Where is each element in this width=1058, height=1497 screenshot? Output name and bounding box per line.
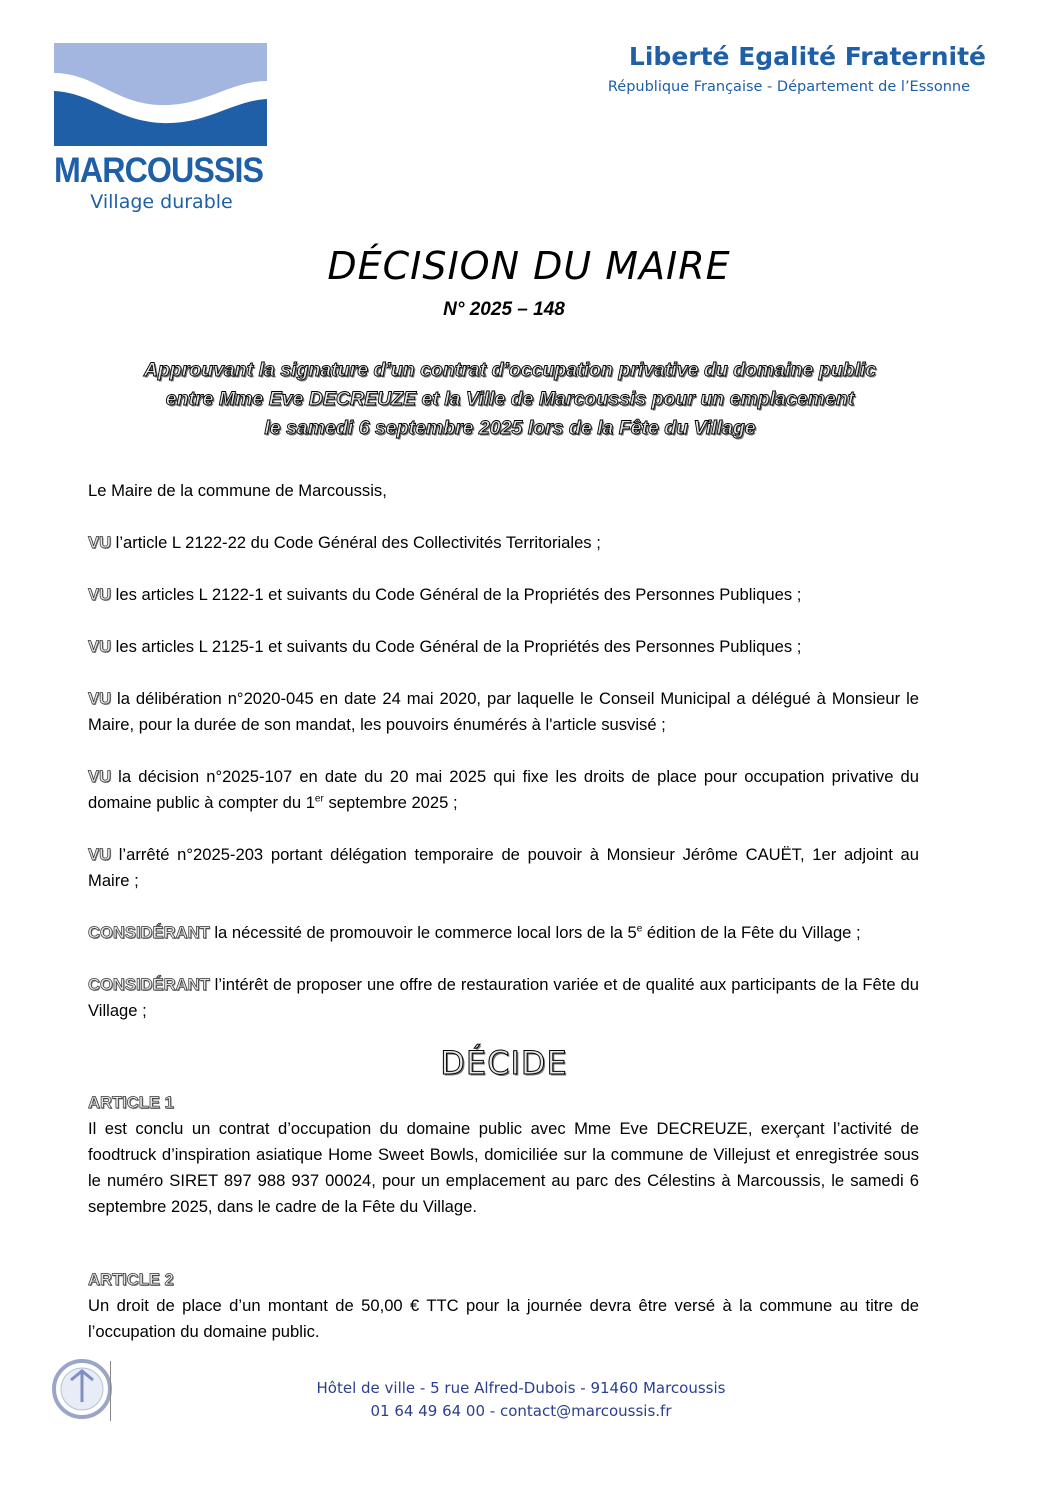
consideration-keyword: VU <box>88 533 112 552</box>
consideration-text: les articles L 2125-1 et suivants du Code Général de la Propriétés des Personnes Publiques ; <box>111 637 802 656</box>
consideration-paragraph <box>88 972 919 1024</box>
consideration-paragraph <box>88 582 919 608</box>
consideration-text: les articles L 2122-1 et suivants du Code Général de la Propriétés des Personnes Publiques ; <box>111 585 802 604</box>
subject-line: le samedi 6 septembre 2025 lors de la Fête du Village <box>264 417 756 439</box>
logo-wave-emblem <box>54 43 267 146</box>
consideration-keyword: VU <box>88 689 112 708</box>
republic-department: République Française - Département de l’Essonne <box>607 79 970 95</box>
ordinal-superscript: er <box>314 793 324 805</box>
decision-body <box>88 478 919 1050</box>
subject-line: entre Mme Eve DECREUZE et la Ville de Marcoussis pour un emplacement <box>165 388 855 410</box>
consideration-text: la nécessité de promouvoir le commerce local lors de la 5 <box>209 923 637 942</box>
consideration-paragraph <box>88 764 919 816</box>
consideration-keyword: CONSIDÉRANT <box>88 975 210 994</box>
logo-tagline: Village durable <box>90 191 233 213</box>
consideration-text: la délibération n°2020-045 en date 24 mai 2020, par laquelle le Conseil Municipal a délégué à Monsieur le Maire, pour la durée de son mandat, les pouvoirs énumérés à l'article susvisé ; <box>88 689 919 734</box>
footer-contact-line: 01 64 49 64 00 - contact@marcoussis.fr <box>370 1402 672 1420</box>
consideration-text: l’intérêt de proposer une offre de restauration variée et de qualité aux participants de la Fête du Village ; <box>88 975 919 1020</box>
consideration-paragraph <box>88 634 919 660</box>
intro-paragraph: Le Maire de la commune de Marcoussis, <box>88 481 387 500</box>
consideration-text: l’article L 2122-22 du Code Général des Collectivités Territoriales ; <box>111 533 601 552</box>
article-1 <box>88 1090 919 1220</box>
consideration-keyword: VU <box>88 845 112 864</box>
article-text: Un droit de place d’un montant de 50,00 € TTC pour la journée devra être versé à la commune au titre de l’occupation du domaine public. <box>88 1296 919 1341</box>
consideration-keyword: CONSIDÉRANT <box>88 923 210 942</box>
consideration-paragraph <box>88 842 919 894</box>
consideration-text: la décision n°2025-107 en date du 20 mai 2025 qui fixe les droits de place pour occupation privative du domaine public à compter du 1 <box>88 767 919 812</box>
document-title: DÉCISION DU MAIRE <box>327 244 731 288</box>
decide-heading: DÉCIDE <box>440 1044 568 1082</box>
consideration-text: l’arrêté n°2025-203 portant délégation temporaire de pouvoir à Monsieur Jérôme CAUËT, 1er adjoint au Maire ; <box>88 845 919 890</box>
article-text: Il est conclu un contrat d’occupation du domaine public avec Mme Eve DECREUZE, exerçant l’activité de foodtruck d’inspiration asiatique Home Sweet Bowls, domiciliée sur la commune de Villejust et enregistrée sous le numéro SIRET 897 988 937 00024, pour un emplacement au parc des Célestins à Marcoussis, le samedi 6 septembre 2025, dans le cadre de la Fête du Village. <box>88 1119 919 1216</box>
decision-number: N° 2025 – 148 <box>443 299 565 320</box>
footer-contact <box>0 1377 1042 1423</box>
consideration-text-end: édition de la Fête du Village ; <box>642 923 861 942</box>
consideration-paragraph <box>88 530 919 556</box>
subject-line: Approuvant la signature d’un contrat d’occupation privative du domaine public <box>143 359 877 381</box>
consideration-paragraph <box>88 686 919 738</box>
republic-motto: Liberté Egalité Fraternité <box>628 42 986 71</box>
article-heading: ARTICLE 2 <box>88 1270 174 1289</box>
consideration-keyword: VU <box>88 767 112 786</box>
consideration-text-end: septembre 2025 ; <box>323 793 458 812</box>
consideration-keyword: VU <box>88 637 112 656</box>
footer-address: Hôtel de ville - 5 rue Alfred-Dubois - 91460 Marcoussis <box>316 1379 726 1397</box>
decision-subject <box>60 356 960 443</box>
marcoussis-logo <box>54 43 269 215</box>
article-heading: ARTICLE 1 <box>88 1093 174 1112</box>
logo-name: MARCOUSSIS <box>54 151 264 190</box>
consideration-keyword: VU <box>88 585 112 604</box>
consideration-paragraph <box>88 920 919 946</box>
article-2 <box>88 1267 919 1345</box>
ordinal-superscript: e <box>636 923 643 935</box>
